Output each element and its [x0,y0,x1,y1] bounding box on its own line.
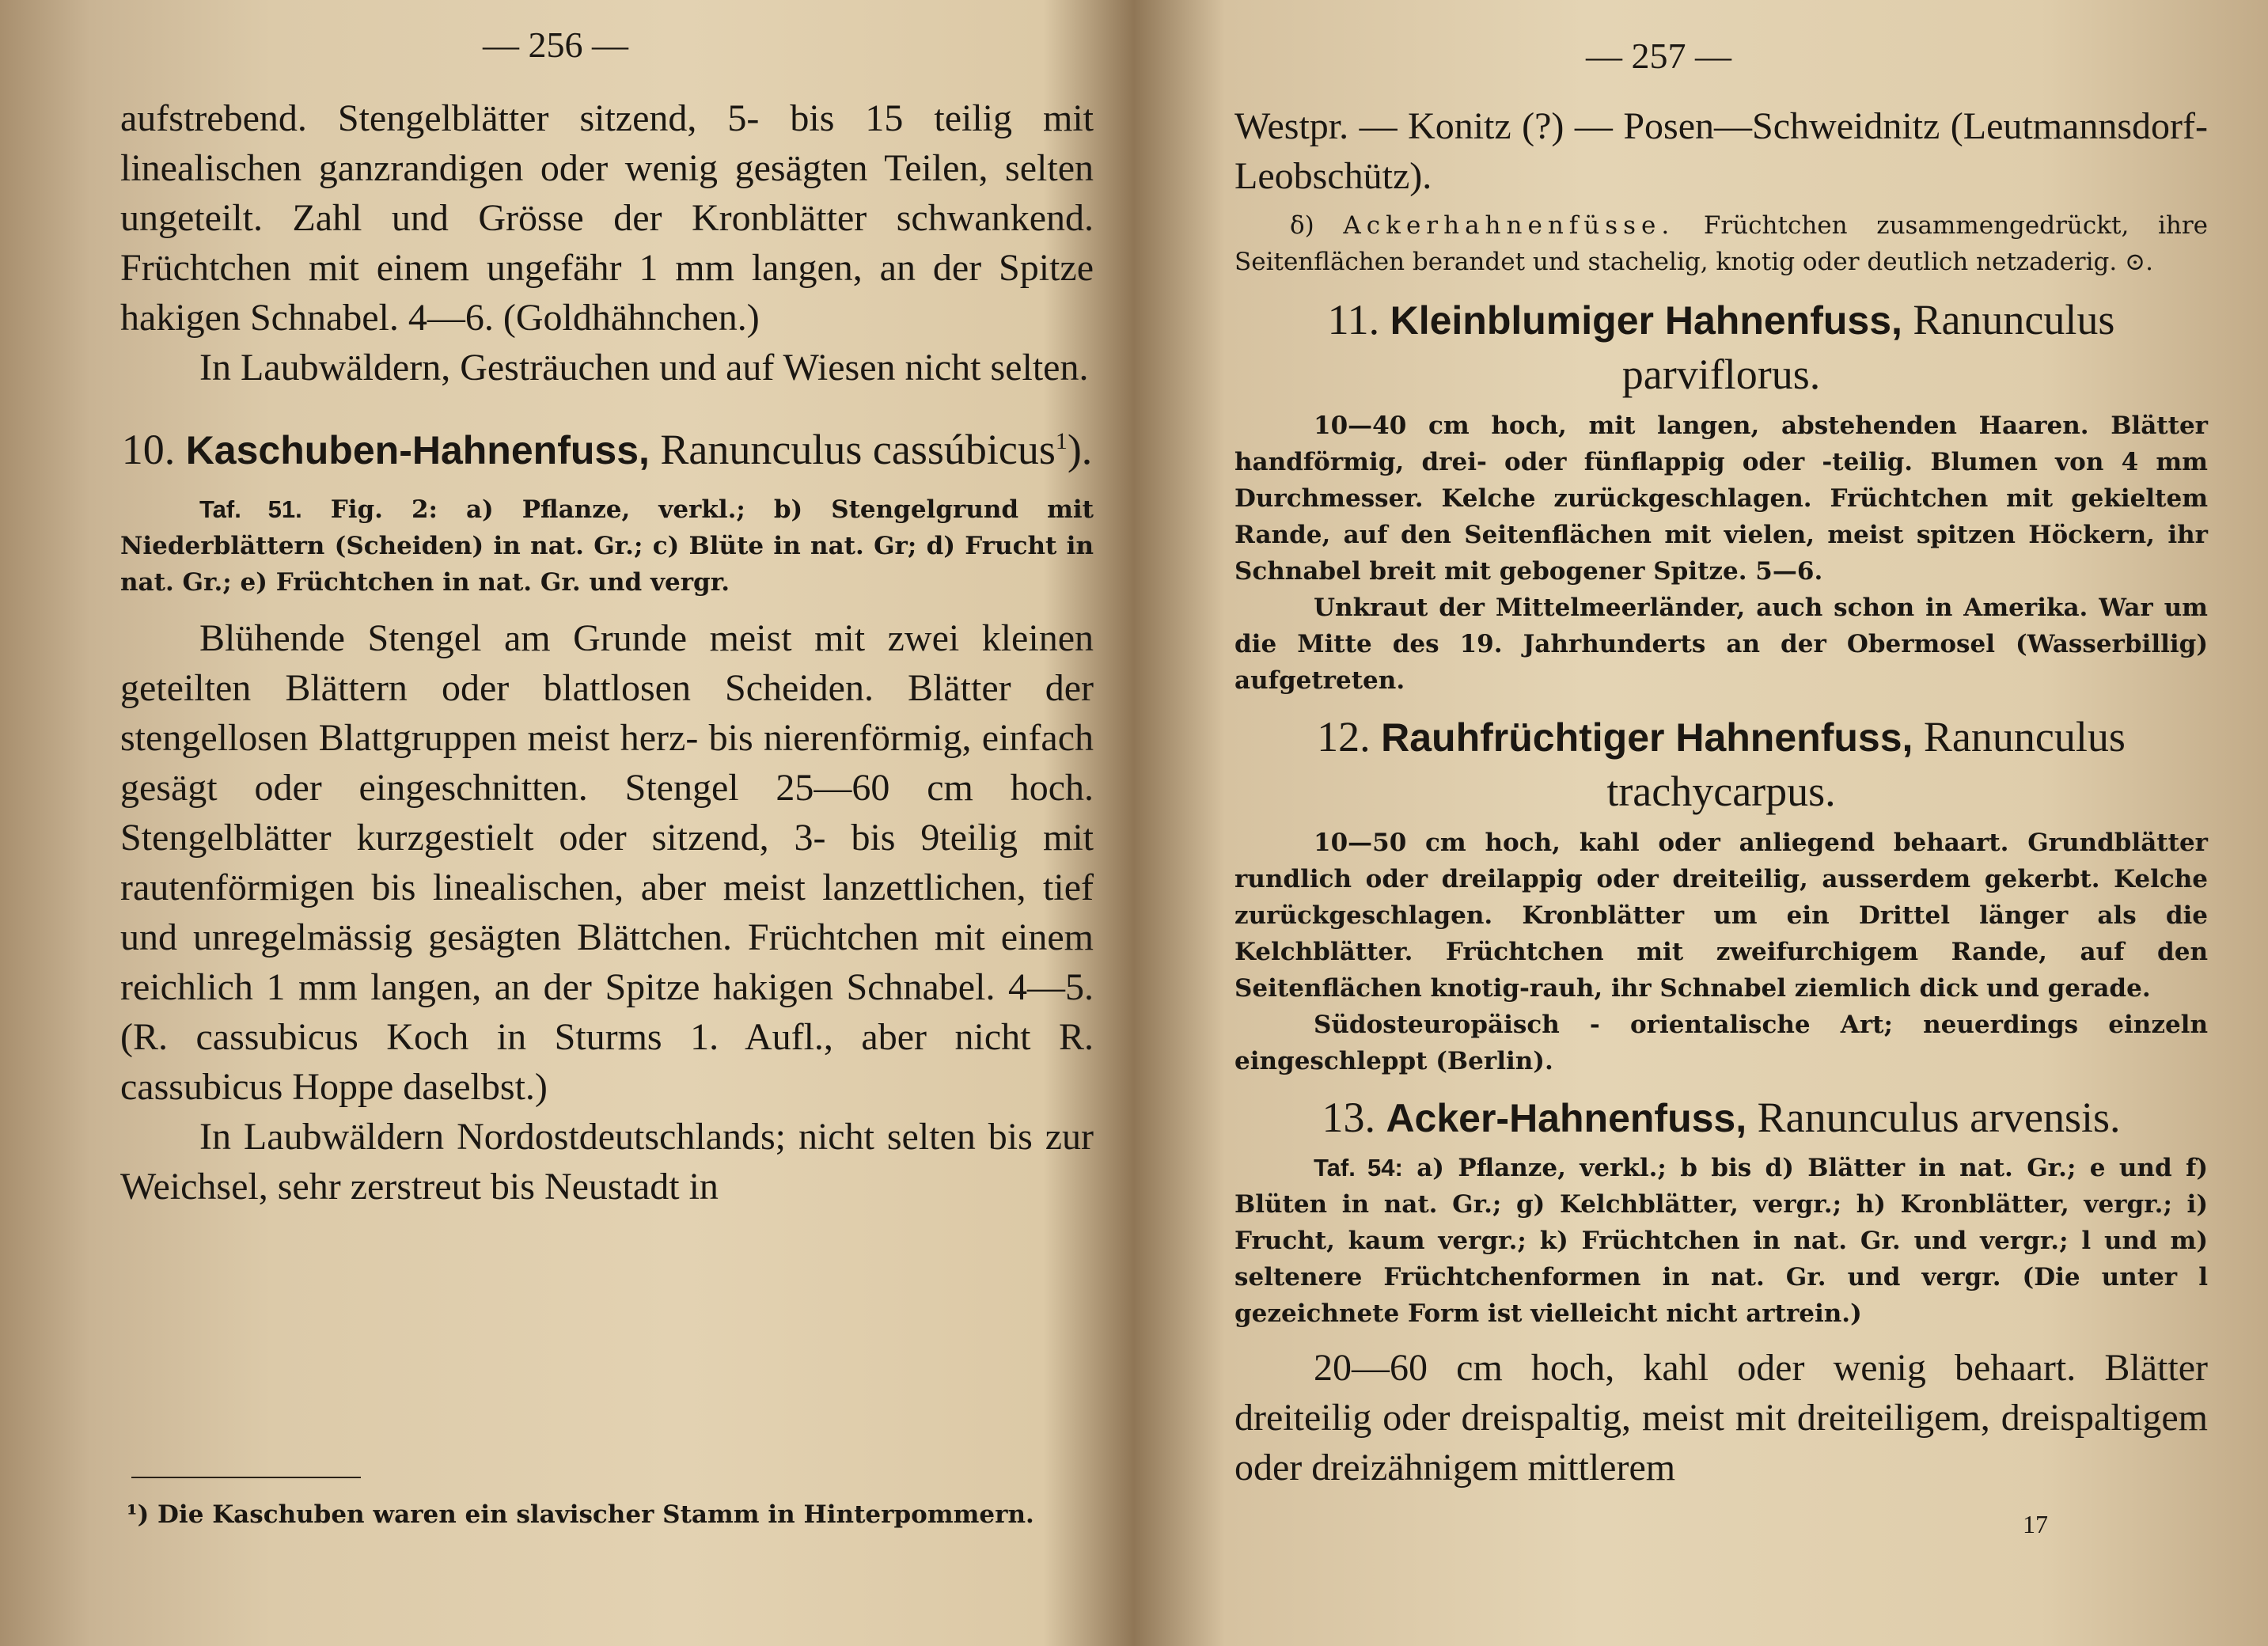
description-paragraph: 20—60 cm hoch, kahl oder wenig behaart. Blätter dreiteilig oder dreispaltig, meist mit dreiteiligem, dreispaltigem oder dreizähnigem mittlerem [1235,1347,2208,1489]
species-german-name: Acker-Hahnenfuss, [1386,1096,1747,1140]
species-latin-name: Ranunculus trachycarpus. [1606,713,2126,815]
left-page [0,0,1132,1646]
habitat-paragraph: In Laubwäldern, Gesträuchen und auf Wiesen nicht selten. [199,347,1089,389]
plate-label: Taf. 51. [199,495,302,523]
species-number: 12. [1317,713,1371,760]
footnote-rule [131,1477,361,1478]
group-mark: δ) [1290,211,1314,240]
habitat-paragraph: Südosteuropäisch - orientalische Art; neuerdings einzeln eingeschleppt (Berlin). [1235,1011,2208,1075]
heading-closing: ). [1067,426,1093,473]
species-latin-name: Ranunculus cassúbicus [660,426,1056,473]
species-number: 11. [1327,296,1380,343]
species-heading-10 [120,415,1094,477]
species-german-name: Kaschuben-Hahnenfuss, [185,428,650,472]
species-german-name: Rauhfrüchtiger Hahnenfuss, [1381,715,1913,760]
species-number: 13. [1322,1094,1375,1141]
signature-mark: 17 [2023,1510,2048,1538]
perennial-symbol-icon: ⊙. [2125,248,2153,276]
plate-label: Taf. 54: [1314,1154,1403,1181]
page-number: — 256 — [483,25,628,65]
species-number: 10. [121,426,176,473]
group-text: Früchtchen zusammengedrückt, ihre Seitenflächen berandet und stachelig, knotig oder deutlich netzaderig. [1235,211,2208,276]
species-latin-name: Ranunculus arvensis. [1757,1094,2121,1141]
species-latin-name: Ranunculus parviflorus. [1621,296,2115,398]
plate-text: a) Pflanze, verkl.; b bis d) Blätter in nat. Gr.; e und f) Blüten in nat. Gr.; g) Kelchblätter, vergr.; h) Kronblätter, vergr.; i) Frucht, kaum vergr.; k) Früchtchen in nat. Gr. und vergr.; l und m) seltenere Früchtchenformen in nat. Gr. und vergr. (Die unter l gezeichnete Form ist vielleicht nicht artrein.) [1235,1154,2208,1328]
habitat-paragraph: Unkraut der Mittelmeerländer, auch schon in Amerika. War um die Mitte des 19. Jahrhunderts an der Obermosel (Wasserbillig) aufgetreten. [1235,594,2208,695]
species-heading-12 [1235,710,2208,818]
description-paragraph: 10—50 cm hoch, kahl oder anliegend behaart. Grundblätter rundlich oder dreilappig oder dreiteilig, ausserdem gekerbt. Kelche zurückgeschlagen. Kronblätter um ein Drittel länger als die Kelchblätter. Früchtchen mit zweifurchigem Rande, auf den Seitenflächen knotig-rauh, ihr Schnabel ziemlich dick und gerade. [1235,829,2208,1003]
plate-text: Fig. 2: a) Pflanze, verkl.; b) Stengelgrund mit Niederblättern (Scheiden) in nat. Gr.; c) Blüte in nat. Gr; d) Frucht in nat. Gr.; e) Früchtchen in nat. Gr. und vergr. [120,495,1094,597]
plate-reference [1235,1150,2208,1332]
right-text-column [1235,101,2208,1492]
paragraph: aufstrebend. Stengelblätter sitzend, 5- bis 15 teilig mit linealischen ganzrandigen oder wenig gesägten Teilen, selten ungeteilt. Zahl und Grösse der Kronblätter schwankend. Früchtchen mit einem ungefähr 1 mm langen, an der Spitze hakigen Schnabel. 4—6. (Goldhähnchen.) [120,97,1094,339]
group-title: Ackerhahnenfüsse. [1343,211,1675,240]
right-page [1136,0,2268,1646]
group-paragraph [1235,207,2208,280]
description-paragraph: Blühende Stengel am Grunde meist mit zwei kleinen geteilten Blättern oder blattlosen Scheiden. Blätter der stengellosen Blattgruppen meist herz- bis nierenförmig, einfach gesägt oder eingeschnitten. Stengel 25—60 cm hoch. Stengelblätter kurzgestielt oder sitzend, 3- bis 9teilig mit rautenförmigen bis linealischen, aber meist lanzettlichen, tief und unregelmässig gesägten Blättchen. Früchtchen mit einem reichlich 1 mm langen, an der Spitze hakigen Schnabel. 4—5. (R. cassubicus Koch in Sturms 1. Aufl., aber nicht R. cassubicus Hoppe daselbst.) [120,617,1094,1108]
plate-reference [120,491,1094,601]
page-number: — 257 — [1586,36,1731,76]
paragraph: Westpr. — Konitz (?) — Posen—Schweidnitz (Leutmannsdorf-Leobschütz). [1235,105,2208,197]
footnote: ¹) Die Kaschuben waren ein slavischer Stamm in Hinterpommern. [127,1500,1034,1529]
left-text-column [120,93,1094,1212]
footnote-mark: 1 [1055,428,1068,454]
habitat-paragraph: In Laubwäldern Nordostdeutschlands; nicht selten bis zur Weichsel, sehr zerstreut bis Neustadt in [120,1116,1094,1208]
species-heading-13 [1235,1090,2208,1145]
species-heading-11 [1235,293,2208,401]
description-paragraph: 10—40 cm hoch, mit langen, abstehenden Haaren. Blätter handförmig, drei- oder fünflappig oder -teilig. Blumen von 4 mm Durchmesser. Kelche zurückgeschlagen. Früchtchen mit gekieltem Rande, auf den Seitenflächen mit vielen, meist spitzen Höckern, ihr Schnabel breit mit gebogener Spitze. 5—6. [1235,412,2208,586]
species-german-name: Kleinblumiger Hahnenfuss, [1390,298,1902,343]
